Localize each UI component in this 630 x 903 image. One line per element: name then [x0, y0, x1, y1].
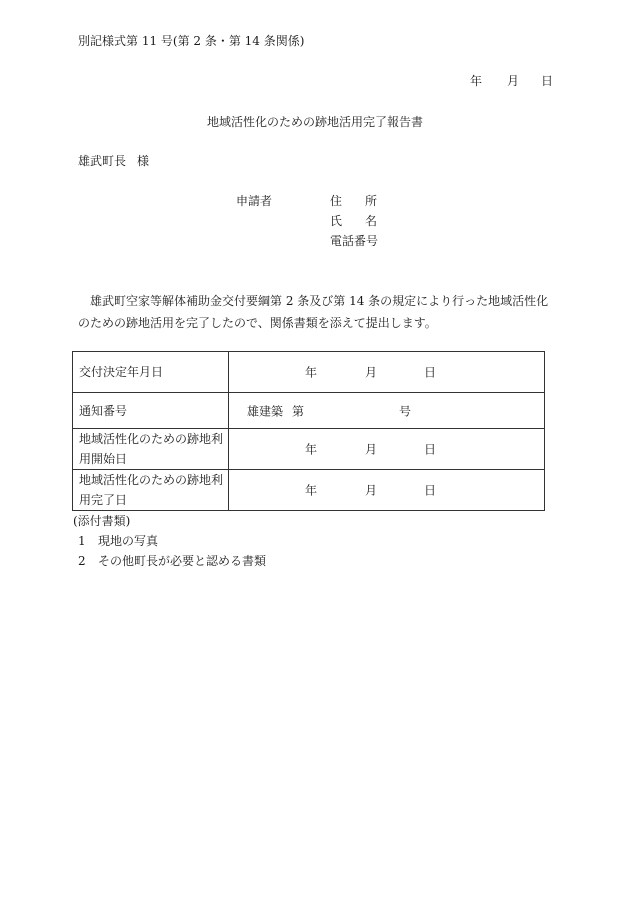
row-value — [229, 352, 545, 393]
month-unit: 月 — [365, 365, 378, 380]
attachment-text: 現地の写真 — [98, 534, 159, 548]
address-label-1: 住 — [330, 194, 343, 208]
year-unit: 年 — [305, 442, 318, 457]
day-unit: 日 — [424, 365, 437, 380]
table-row — [73, 470, 545, 511]
document-title: 地域活性化のための跡地活用完了報告書 — [207, 115, 424, 129]
name-label-2: 名 — [365, 214, 378, 228]
row-value — [229, 429, 545, 470]
year-unit: 年 — [305, 365, 318, 380]
addressee-name: 雄武町長 — [78, 154, 127, 168]
notice-suffix: 号 — [399, 404, 412, 418]
row-value — [229, 470, 545, 511]
addressee-honorific: 様 — [137, 154, 150, 168]
row-label: 交付決定年月日 — [73, 352, 229, 393]
form-number: 別記様式第 11 号(第 2 条・第 14 条関係) — [78, 34, 305, 48]
info-table — [72, 351, 545, 511]
attachment-text: その他町長が必要と認める書類 — [98, 554, 267, 568]
row-label: 地域活性化のための跡地利用完了日 — [73, 470, 229, 511]
day-unit: 日 — [424, 483, 437, 498]
attachments-heading: (添付書類) — [73, 514, 131, 528]
table-row — [73, 393, 545, 429]
date-month: 月 — [507, 74, 520, 88]
day-unit: 日 — [424, 442, 437, 457]
date-year: 年 — [470, 74, 483, 88]
attachment-num: 2 — [78, 554, 86, 568]
notice-prefix: 雄建築 — [247, 404, 284, 418]
row-label: 地域活性化のための跡地利用開始日 — [73, 429, 229, 470]
row-label: 通知番号 — [73, 393, 229, 429]
row-value — [229, 393, 545, 429]
table-row — [73, 352, 545, 393]
body-text: 雄武町空家等解体補助金交付要綱第 2 条及び第 14 条の規定により行った地域活性化のための跡地活用を完了したので、関係書類を添えて提出します。 — [78, 294, 549, 330]
applicant-label: 申請者 — [236, 194, 273, 208]
attachment-num: 1 — [78, 534, 86, 548]
phone-label: 電話番号 — [330, 234, 379, 248]
date-day: 日 — [541, 74, 554, 88]
month-unit: 月 — [365, 442, 378, 457]
table-row — [73, 429, 545, 470]
year-unit: 年 — [305, 483, 318, 498]
name-label-1: 氏 — [330, 214, 343, 228]
address-label-2: 所 — [365, 194, 378, 208]
notice-dai: 第 — [292, 404, 305, 418]
month-unit: 月 — [365, 483, 378, 498]
